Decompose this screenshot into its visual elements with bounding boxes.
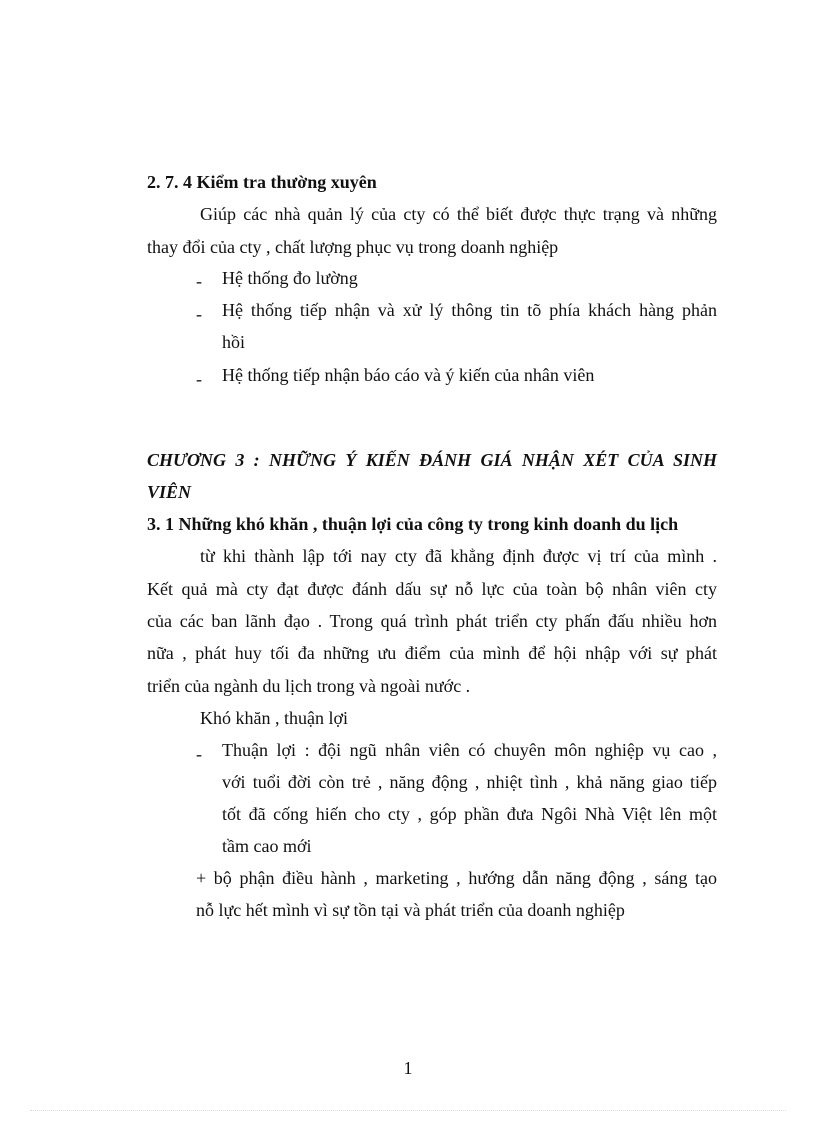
chapter3-title-line1: CHƯƠNG 3 : NHỮNG Ý KIẾN ĐÁNH GIÁ NHẬN XÉT CỦA SINH [147,450,717,470]
bullet-marker: - [196,744,202,764]
page-number: 1 [403,1058,413,1078]
footer-divider [30,1110,786,1111]
section-31-paragraph-line4: nữa , phát huy tối đa những ưu điểm của mình để hội nhập với sự phát [147,643,717,663]
section-274-bullet2-line2: hồi [222,332,246,352]
section-31-subheading: Khó khăn , thuận lợi [200,708,348,728]
section-31-plus-line2: nỗ lực hết mình vì sự tồn tại và phát triển của doanh nghiệp [196,900,625,920]
section-274-heading: 2. 7. 4 Kiểm tra thường xuyên [147,172,377,192]
bullet-marker: - [196,304,202,324]
section-31-paragraph-line2: Kết quả mà cty đạt được đánh dấu sự nỗ lực của toàn bộ nhân viên cty [147,579,717,599]
section-31-bullet-line4: tầm cao mới [222,836,312,856]
section-31-bullet-line2: với tuổi đời còn trẻ , năng động , nhiệt tình , khả năng giao tiếp [222,772,717,792]
section-31-bullet-line1: Thuận lợi : đội ngũ nhân viên có chuyên môn nghiệp vụ cao , [222,740,717,760]
bullet-marker: - [196,271,202,291]
section-31-bullet-line3: tốt đã cống hiến cho cty , góp phần đưa Ngôi Nhà Việt lên một [222,804,717,824]
section-31-paragraph-line1: từ khi thành lập tới nay cty đã khẳng định được vị trí của mình . [200,546,717,566]
section-31-paragraph-line3: của các ban lãnh đạo . Trong quá trình phát triển cty phấn đấu nhiều hơn [147,611,717,631]
section-274-paragraph-line1: Giúp các nhà quản lý của cty có thể biết được thực trạng và những [200,204,717,224]
section-31-heading: 3. 1 Những khó khăn , thuận lợi của công ty trong kinh doanh du lịch [147,514,679,534]
section-31-paragraph-line5: triển của ngành du lịch trong và ngoài nước . [147,676,471,696]
section-274-bullet3: Hệ thống tiếp nhận báo cáo và ý kiến của nhân viên [222,365,595,385]
section-274-bullet1: Hệ thống đo lường [222,268,358,288]
bullet-marker: - [196,369,202,389]
section-31-plus-line1: + bộ phận điều hành , marketing , hướng dẫn năng động , sáng tạo [196,868,717,888]
chapter3-title-line2: VIÊN [147,482,192,502]
section-274-bullet2-line1: Hệ thống tiếp nhận và xử lý thông tin tõ phía khách hàng phản [222,300,717,320]
section-274-paragraph-line2: thay đổi của cty , chất lượng phục vụ trong doanh nghiệp [147,237,559,257]
